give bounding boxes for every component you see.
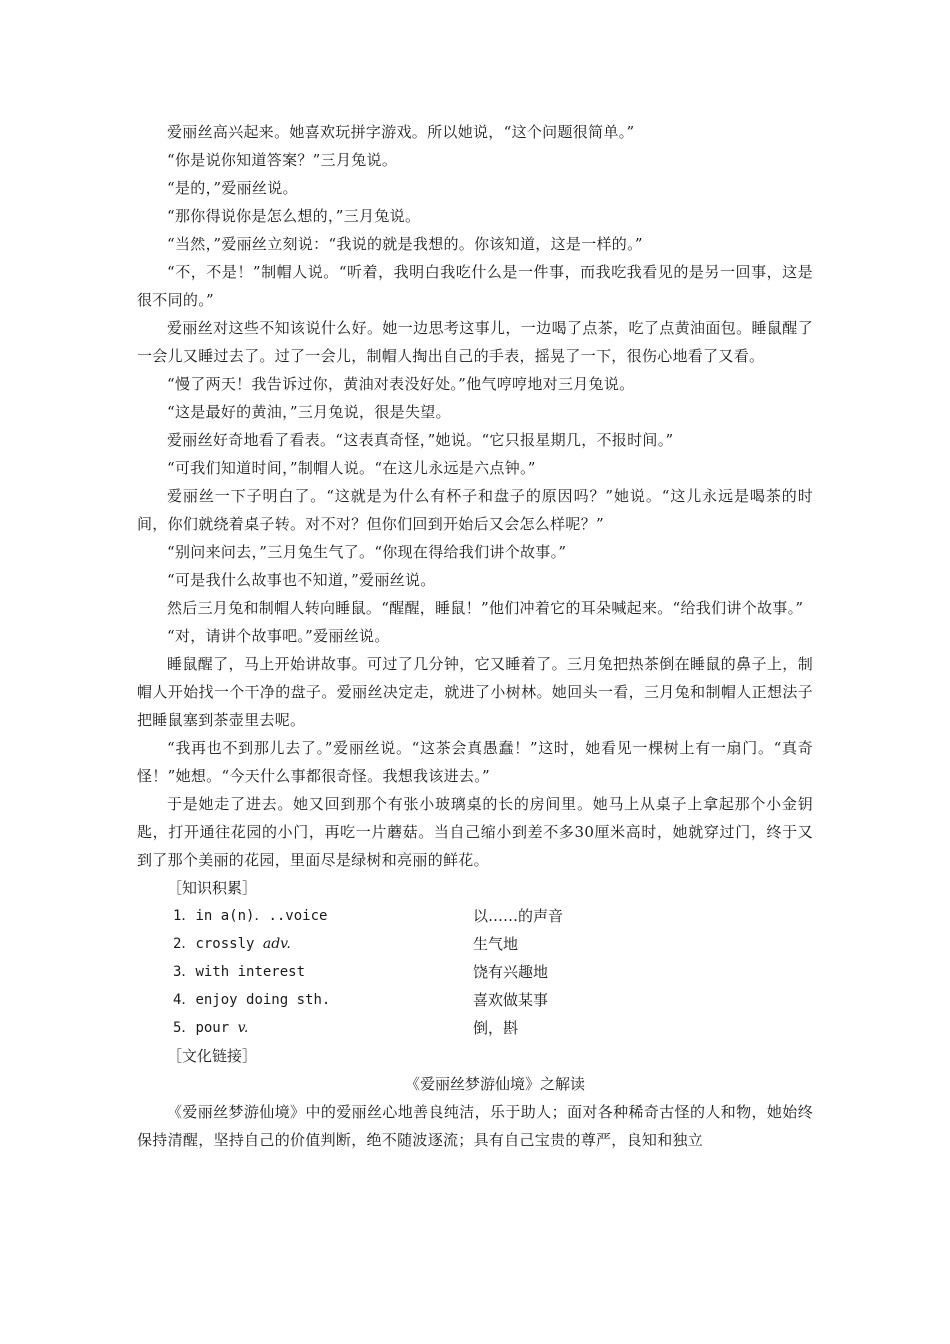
paragraph: “这是最好的黄油，”三月兔说，很是失望。 [167,403,451,421]
paragraph: 爱丽丝好奇地看了看表。“这表真奇怪，”她说。“它只报星期几，不报时间。” [167,431,674,449]
vocab-english: with interest [195,964,306,980]
paragraph: 爱丽丝一下子明白了。“这就是为什么有杯子和盘子的原因吗？”她说。“这儿永远是喝茶的时间，你们就绕着桌子转。对不对？但你们回到开始后又会怎么样呢？” [137,487,813,533]
culture-title: 《爱丽丝梦游仙境》之解读 [404,1075,585,1093]
paragraph: “你是说你知道答案？”三月兔说。 [167,151,398,169]
paragraph: “可是我什么故事也不知道，”爱丽丝说。 [167,571,436,589]
vocab-english: crossly [195,936,263,952]
vocab-item [137,958,813,986]
culture-section-label: ［文化链接］ [167,1047,258,1065]
vocab-number: 4． [173,992,196,1008]
vocab-item [137,1014,813,1042]
vocab-pos: adv. [262,936,291,952]
vocab-english: in a(n)．..voice [195,908,328,924]
vocab-number: 1． [173,908,196,924]
vocab-item [137,902,813,930]
paragraph: “慢了两天！我告诉过你，黄油对表没好处。”他气哼哼地对三月兔说。 [167,375,635,393]
paragraph: 于是她走了进去。她又回到那个有张小玻璃桌的长的房间里。她马上从桌子上拿起那个小金钥匙，打开通往花园的小门，再吃一片蘑菇。当自己缩小到差不多30厘米高时，她就穿过门，终于又到了那个美丽的花园，里面尽是绿树和亮丽的鲜花。 [137,795,813,869]
vocab-chinese: 倒，斟 [473,1019,519,1037]
document-page [137,118,813,1154]
paragraph: “别问来问去，”三月兔生气了。“你现在得给我们讲个故事。” [167,543,567,561]
paragraph: “我再也不到那儿去了。”爱丽丝说。“这茶会真愚蠢！”这时，她看见一棵树上有一扇门。“真奇怪！”她想。“今天什么事都很奇怪。我想我该进去。” [137,739,813,785]
vocab-list [137,902,813,1042]
vocab-english: pour [195,1020,238,1036]
vocab-number: 5． [173,1020,196,1036]
paragraph: “当然，”爱丽丝立刻说：“我说的就是我想的。你该知道，这是一样的。” [167,235,643,253]
paragraph: “那你得说你是怎么想的，”三月兔说。 [167,207,421,225]
vocab-number: 2． [173,936,196,952]
paragraph: 睡鼠醒了，马上开始讲故事。可过了几分钟，它又睡着了。三月兔把热茶倒在睡鼠的鼻子上，制帽人开始找一个干净的盘子。爱丽丝决定走，就进了小树林。她回头一看，三月兔和制帽人正想法子把睡鼠塞到茶壶里去呢。 [137,655,813,729]
vocab-pos: v. [237,1020,249,1036]
vocab-number: 3． [173,964,196,980]
paragraph: 爱丽丝高兴起来。她喜欢玩拼字游戏。所以她说，“这个问题很简单。” [167,123,635,141]
vocab-chinese: 饶有兴趣地 [473,963,549,981]
vocab-item [137,986,813,1014]
paragraph: “对，请讲个故事吧。”爱丽丝说。 [167,627,390,645]
vocab-chinese: 喜欢做某事 [473,991,549,1009]
knowledge-section-label: ［知识积累］ [167,879,258,897]
story-text [137,118,813,874]
vocab-english: enjoy doing sth. [195,992,331,1008]
vocab-chinese: 生气地 [473,935,519,953]
vocab-item [137,930,813,958]
paragraph: 爱丽丝对这些不知该说什么好。她一边思考这事儿，一边喝了点茶，吃了点黄油面包。睡鼠醒了一会儿又睡过去了。过了一会儿，制帽人掏出自己的手表，摇晃了一下，很伤心地看了又看。 [137,319,813,365]
paragraph: “可我们知道时间，”制帽人说。“在这儿永远是六点钟。” [167,459,536,477]
paragraph: “不，不是！”制帽人说。“听着，我明白我吃什么是一件事，而我吃我看见的是另一回事，这是很不同的。” [137,263,813,309]
culture-paragraph: 《爱丽丝梦游仙境》中的爱丽丝心地善良纯洁，乐于助人；面对各种稀奇古怪的人和物，她始终保持清醒，坚持自己的价值判断，绝不随波逐流；具有自己宝贵的尊严，良知和独立 [137,1103,813,1149]
paragraph: “是的，”爱丽丝说。 [167,179,298,197]
vocab-chinese: 以……的声音 [473,907,564,925]
paragraph: 然后三月兔和制帽人转向睡鼠。“醒醒，睡鼠！”他们冲着它的耳朵喊起来。“给我们讲个故事。” [167,599,804,617]
